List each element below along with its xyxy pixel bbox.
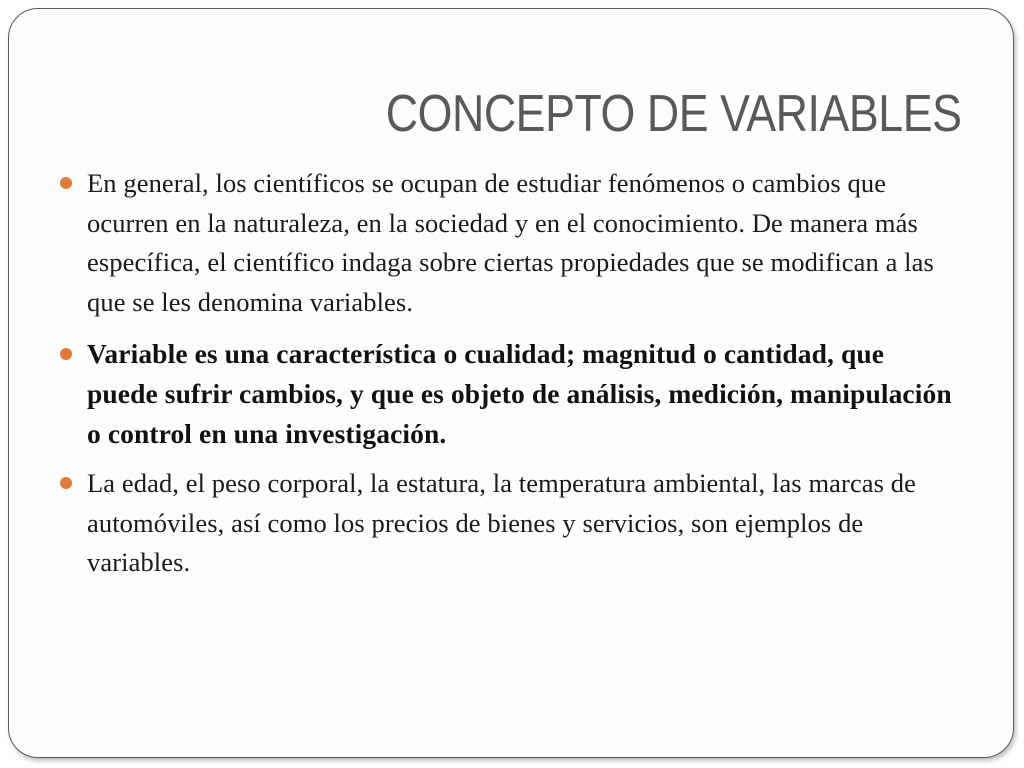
bullet-text: Variable es una característica o cualidad; magnitud o cantidad, que puede sufrir cambios, y que es objeto de análisis, medición, manipulación o control en una investigación. [87, 338, 952, 449]
bullet-text: La edad, el peso corporal, la estatura, la temperatura ambiental, las marcas de automóviles, así como los precios de bienes y servicios, son ejemplos de variables. [87, 468, 917, 577]
bullet-list [60, 164, 960, 583]
bullet-item-definition [60, 334, 960, 454]
slide-title: CONCEPTO DE VARIABLES [386, 85, 962, 143]
bullet-dot-icon [60, 477, 72, 489]
bullet-item-definition-context [60, 164, 960, 322]
bullet-item-examples [60, 464, 960, 583]
bullet-text: En general, los científicos se ocupan de estudiar fenómenos o cambios que ocurren en la naturaleza, en la sociedad y en el conocimiento. De manera más específica, el científico indaga sobre ciertas propiedades que se modifican a las que se les denomina variables. [87, 168, 934, 317]
bullet-dot-icon [60, 348, 72, 360]
bullet-dot-icon [60, 177, 72, 189]
